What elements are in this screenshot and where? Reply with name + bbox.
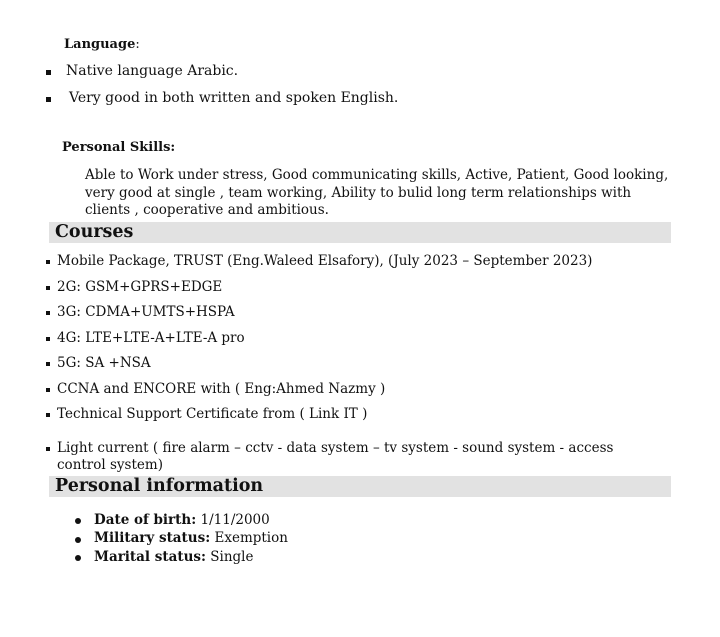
course-item: Light current ( fire alarm – cctv - data system – tv system - sound system - access control system) bbox=[57, 440, 614, 473]
personal-info-item: Military status: Exemption bbox=[94, 530, 288, 546]
bullet bbox=[46, 311, 50, 315]
personal-info-title: Personal information bbox=[55, 476, 264, 496]
personal-info-item: Marital status: Single bbox=[94, 549, 254, 565]
bullet bbox=[46, 337, 50, 341]
bullet bbox=[46, 286, 50, 290]
courses-section-header bbox=[49, 222, 671, 243]
bullet bbox=[46, 413, 50, 417]
personal-info-section-header bbox=[49, 476, 671, 497]
bullet bbox=[46, 70, 51, 75]
bullet bbox=[46, 97, 51, 102]
language-item: Very good in both written and spoken English. bbox=[69, 90, 399, 106]
personal-skills-heading: Personal Skills: bbox=[62, 140, 176, 155]
language-item: Native language Arabic. bbox=[66, 63, 239, 79]
bullet bbox=[46, 388, 50, 392]
bullet bbox=[46, 260, 50, 264]
bullet bbox=[75, 555, 81, 561]
personal-skills-text: Able to Work under stress, Good communicating skills, Active, Patient, Good looking, very good at single , team working, Ability to bulid long term relationships with clients , cooperative and ambitious. bbox=[85, 167, 669, 219]
personal-info-item: Date of birth: 1/11/2000 bbox=[94, 512, 270, 528]
bullet bbox=[46, 447, 50, 451]
bullet bbox=[75, 537, 81, 543]
bullet bbox=[46, 362, 50, 366]
bullet bbox=[75, 518, 81, 524]
courses-title: Courses bbox=[55, 222, 134, 242]
language-heading: Language: bbox=[64, 37, 140, 52]
